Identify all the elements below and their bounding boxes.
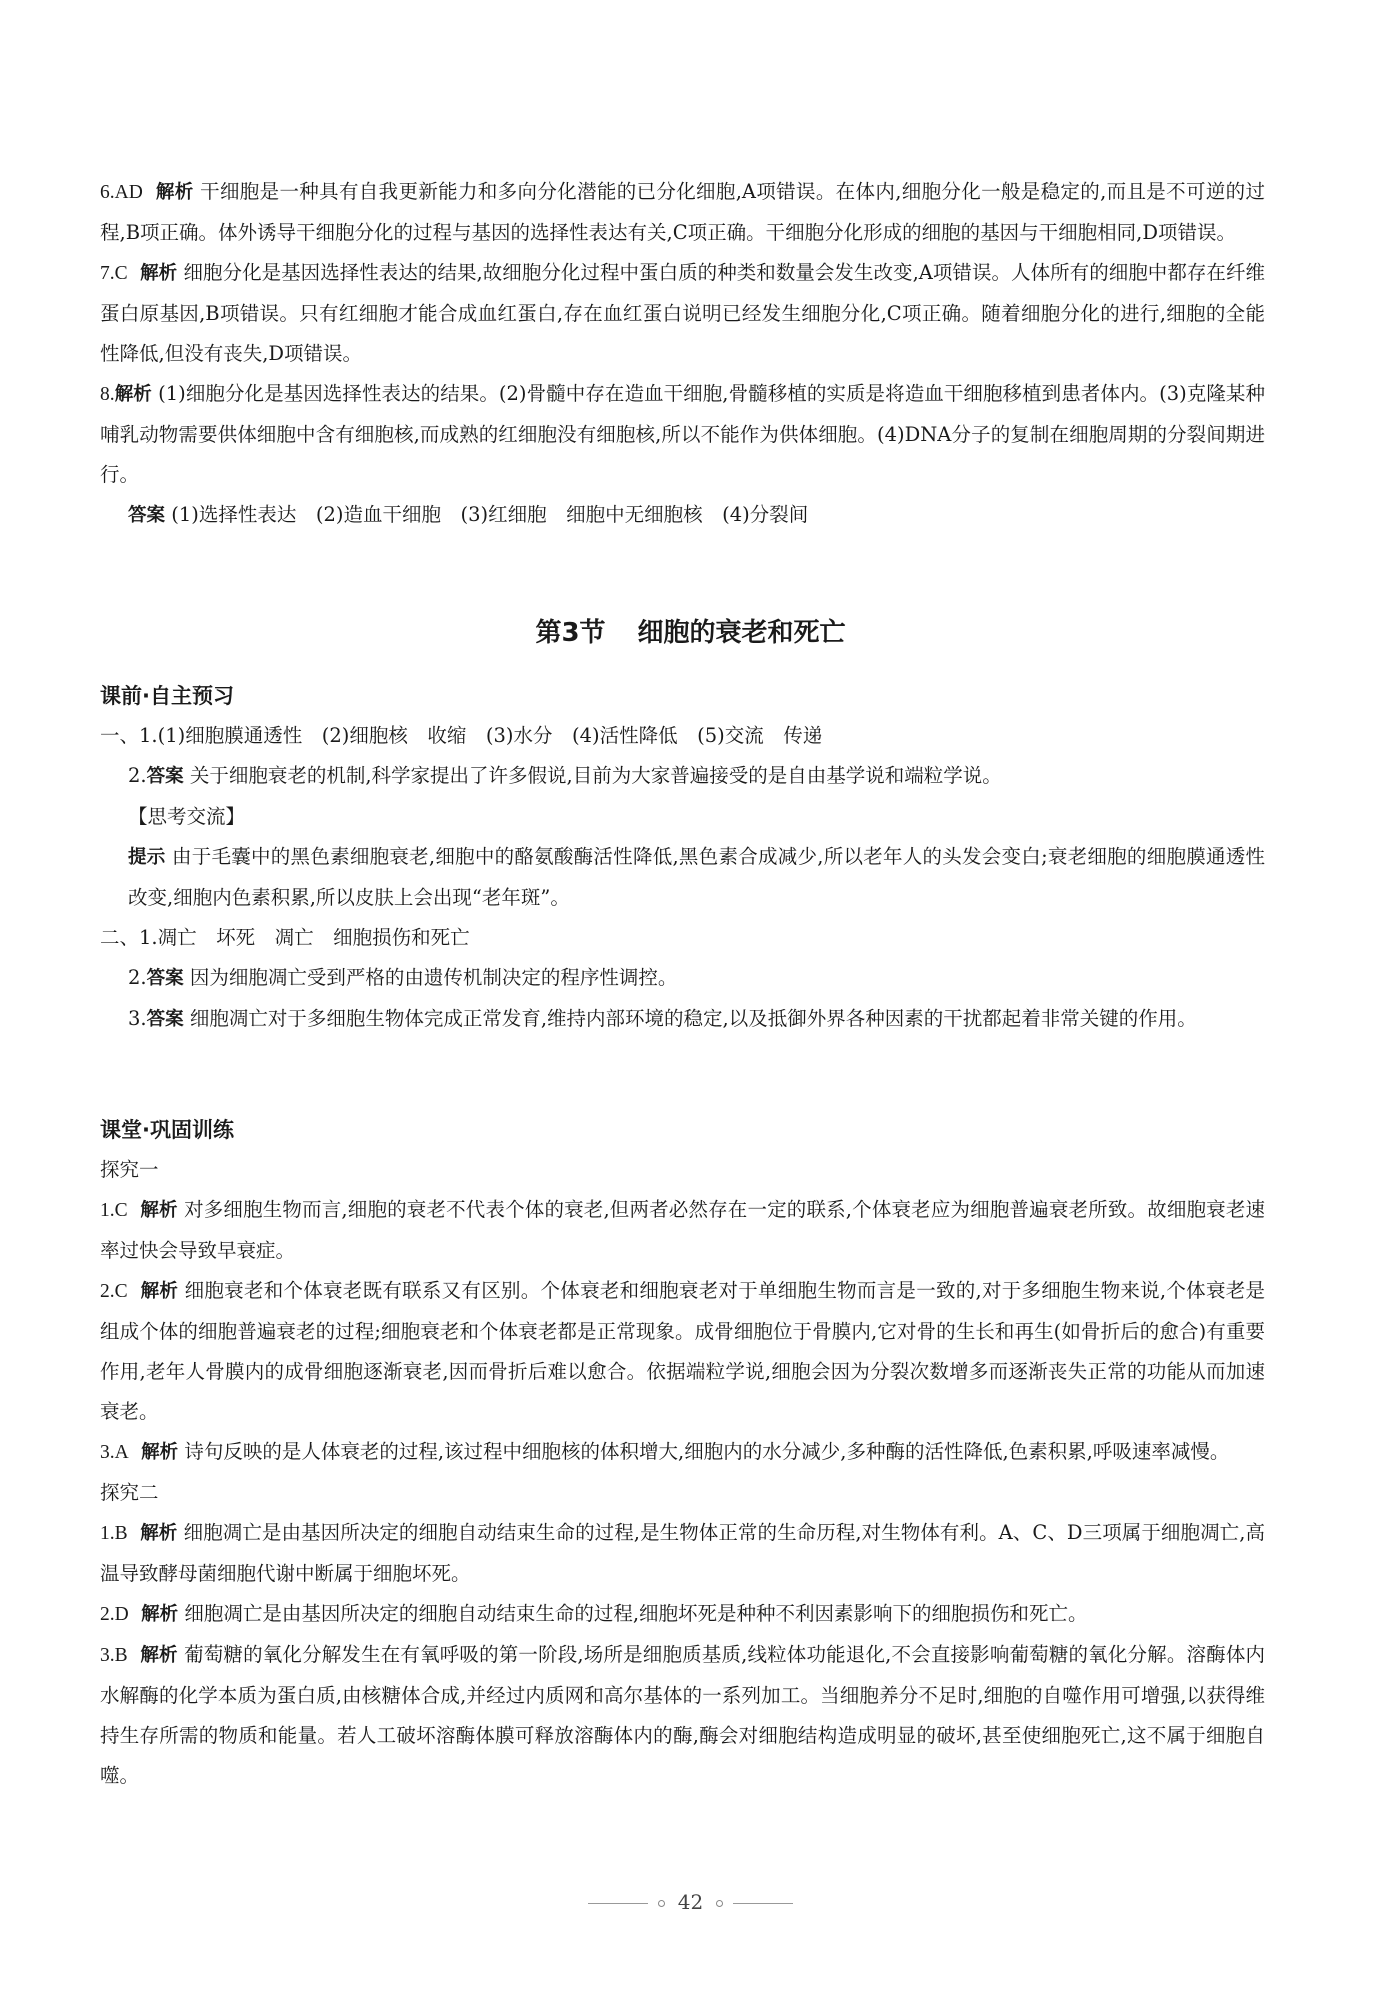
section-title: 第3节 细胞的衰老和死亡 [535,618,846,648]
answer-8-result: 答案 (1)选择性表达 (2)造血干细胞 (3)红细胞 细胞中无细胞核 (4)分裂间 [128,503,809,526]
preview-heading: 课前·自主预习 [100,684,234,708]
explore-1-label: 探究一 [100,1158,159,1181]
answer-6: 6.AD 解析 干细胞是一种具有自我更新能力和多向分化潜能的已分化细胞,A项错误。在体内,细胞分化一般是稳定的,而且是不可逆的过程,B项正确。体外诱导干细胞分化的过程与基因的选择性表达有关,C项正确。干细胞分化形成的细胞的基因与干细胞相同,D项错误。 [100,180,1265,244]
page-number: 42 [677,1890,704,1914]
preview-item-2-2: 2.答案 因为细胞凋亡受到严格的由遗传机制决定的程序性调控。 [128,966,678,989]
explore-2-label: 探究二 [100,1481,159,1504]
explore-1-q1: 1.C 解析 对多细胞生物而言,细胞的衰老不代表个体的衰老,但两者必然存在一定的联系,个体衰老应为细胞普遍衰老所致。故细胞衰老速率过快会导致早衰症。 [100,1198,1265,1262]
answer-8: 8.解析 (1)细胞分化是基因选择性表达的结果。(2)骨髓中存在造血干细胞,骨髓移植的实质是将造血干细胞移植到患者体内。(3)克隆某种哺乳动物需要供体细胞中含有细胞核,而成熟的红细胞没有细胞核,所以不能作为供体细胞。(4)DNA分子的复制在细胞周期的分裂间期进行。 [100,382,1265,486]
practice-section [100,1110,1265,1796]
footer-dot-right [716,1900,723,1907]
hint: 提示 由于毛囊中的黑色素细胞衰老,细胞中的酪氨酸酶活性降低,黑色素合成减少,所以老年人的头发会变白;衰老细胞的细胞膜通透性改变,细胞内色素积累,所以皮肤上会出现“老年斑”。 [128,845,1265,909]
explore-1-q2: 2.C 解析 细胞衰老和个体衰老既有联系又有区别。个体衰老和细胞衰老对于单细胞生物而言是一致的,对于多细胞生物来说,个体衰老是组成个体的细胞普遍衰老的过程;细胞衰老和个体衰老都是正常现象。成骨细胞位于骨膜内,它对骨的生长和再生(如骨折后的愈合)有重要作用,老年人骨膜内的成骨细胞逐渐衰老,因而骨折后难以愈合。依据端粒学说,细胞会因为分裂次数增多而逐渐丧失正常的功能从而加速衰老。 [100,1279,1265,1423]
answers-part1 [100,172,1265,536]
page-footer [0,1890,1381,1914]
preview-section [100,676,1265,1040]
practice-heading: 课堂·巩固训练 [100,1118,234,1142]
footer-rule-left [588,1903,648,1904]
preview-item-2-1: 二、1.凋亡 坏死 凋亡 细胞损伤和死亡 [100,926,470,949]
answer-7: 7.C 解析 细胞分化是基因选择性表达的结果,故细胞分化过程中蛋白质的种类和数量会发生改变,A项错误。人体所有的细胞中都存在纤维蛋白原基因,B项错误。只有红细胞才能合成血红蛋白,存在血红蛋白说明已经发生细胞分化,C项正确。随着细胞分化的进行,细胞的全能性降低,但没有丧失,D项错误。 [100,261,1265,365]
footer-rule-right [733,1903,793,1904]
think-exchange: 【思考交流】 [128,805,246,828]
preview-item-2-3: 3.答案 细胞凋亡对于多细胞生物体完成正常发育,维持内部环境的稳定,以及抵御外界各种因素的干扰都起着非常关键的作用。 [128,1007,1197,1030]
explore-2-q3: 3.B 解析 葡萄糖的氧化分解发生在有氧呼吸的第一阶段,场所是细胞质基质,线粒体功能退化,不会直接影响葡萄糖的氧化分解。溶酶体内水解酶的化学本质为蛋白质,由核糖体合成,并经过内质网和高尔基体的一系列加工。当细胞养分不足时,细胞的自噬作用可增强,以获得维持生存所需的物质和能量。若人工破坏溶酶体膜可释放溶酶体内的酶,酶会对细胞结构造成明显的破坏,甚至使细胞死亡,这不属于细胞自噬。 [100,1643,1265,1787]
explore-1-q3: 3.A 解析 诗句反映的是人体衰老的过程,该过程中细胞核的体积增大,细胞内的水分减少,多种酶的活性降低,色素积累,呼吸速率减慢。 [100,1440,1230,1463]
preview-item-1-1: 一、1.(1)细胞膜通透性 (2)细胞核 收缩 (3)水分 (4)活性降低 (5)交流 传递 [100,724,823,747]
preview-item-1-2: 2.答案 关于细胞衰老的机制,科学家提出了许多假说,目前为大家普遍接受的是自由基学说和端粒学说。 [128,764,1002,787]
footer-dot-left [658,1900,665,1907]
explore-2-q1: 1.B 解析 细胞凋亡是由基因所决定的细胞自动结束生命的过程,是生物体正常的生命历程,对生物体有利。A、C、D三项属于细胞凋亡,高温导致酵母菌细胞代谢中断属于细胞坏死。 [100,1521,1265,1585]
explore-2-q2: 2.D 解析 细胞凋亡是由基因所决定的细胞自动结束生命的过程,细胞坏死是种种不利因素影响下的细胞损伤和死亡。 [100,1602,1088,1625]
